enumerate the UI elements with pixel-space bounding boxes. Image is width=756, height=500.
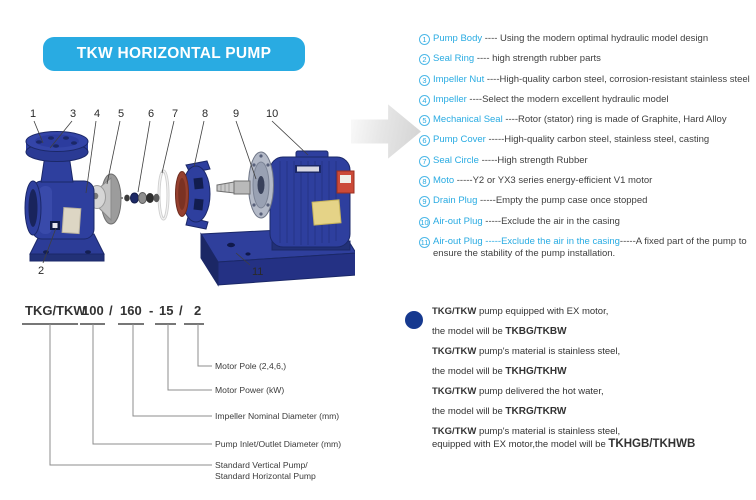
part-desc: ----Rotor (stator) ring is made of Graphite, Hard Alloy xyxy=(502,114,727,126)
model-name: TKHG/TKHW xyxy=(505,366,567,377)
variant-note xyxy=(432,346,740,378)
parts-list-item xyxy=(419,74,754,86)
part-number-badge: 11 xyxy=(420,237,429,247)
variant-result: the model will be TKHG/TKHW xyxy=(432,366,567,377)
parts-list-item xyxy=(419,53,754,65)
callout-1: 1 xyxy=(30,108,37,120)
part-number-badge: 2 xyxy=(419,54,430,65)
part-name: Mechanical Seal xyxy=(433,114,503,126)
part-name: Pump Body xyxy=(433,33,483,44)
part-desc: -----High strength Rubber xyxy=(478,154,588,166)
callout-7: 7 xyxy=(172,108,179,120)
variant-condition: TKG/TKW pump's material is stainless steel, xyxy=(432,346,621,357)
label-inlet-outlet: Pump Inlet/Outlet Diameter (mm) xyxy=(215,439,342,449)
part-name: Air-out Plug xyxy=(433,215,483,227)
model-segment-impeller: 160 xyxy=(120,303,142,318)
part-desc: ----High-quality carbon steel, corrosion-resistant stainless steel xyxy=(484,73,750,85)
pump-cover xyxy=(176,161,211,229)
motor-shaft xyxy=(217,181,250,194)
variant-note xyxy=(432,426,740,451)
parts-list-item xyxy=(419,216,754,228)
callout-4: 4 xyxy=(94,108,101,120)
model-separator: / xyxy=(179,303,183,318)
right-arrow-icon xyxy=(351,100,421,163)
title-banner xyxy=(43,37,305,71)
parts-list-item xyxy=(419,134,754,146)
model-segment-series: TKG/TKW xyxy=(25,303,86,318)
callout-5: 5 xyxy=(118,108,125,120)
pump-exploded-diagram xyxy=(10,95,355,290)
part-desc-highlight: -----Exclude the air in the casing xyxy=(482,235,620,247)
model-code-labels xyxy=(215,361,341,481)
part-number-badge: 3 xyxy=(419,75,430,86)
part-desc: -----Empty the pump case once stopped xyxy=(477,195,648,207)
part-number-badge: 1 xyxy=(419,34,430,45)
model-variant-notes xyxy=(405,306,740,459)
model-code-connectors xyxy=(50,324,212,465)
label-standard-horizontal: Standard Horizontal Pump xyxy=(215,471,316,481)
part-name: Moto xyxy=(433,175,455,187)
parts-list xyxy=(419,33,754,268)
page-title: TKW HORIZONTAL PUMP xyxy=(76,45,272,62)
model-code-segments xyxy=(25,303,201,318)
variant-note xyxy=(432,306,740,338)
model-code-diagram xyxy=(8,298,368,488)
model-separator: - xyxy=(149,303,154,318)
part-desc: ---- Using the modern optimal hydraulic model design xyxy=(482,33,709,44)
mechanical-seal-parts xyxy=(118,193,160,204)
model-segment-power: 15 xyxy=(159,303,174,318)
part-name: Seal Circle xyxy=(433,154,479,166)
variant-result: equipped with EX motor,the model will be TKHGB/TKHWB xyxy=(432,438,696,450)
part-number-badge: 10 xyxy=(420,217,429,227)
variant-condition: TKG/TKW pump delivered the hot water, xyxy=(432,386,604,397)
callout-11: 11 xyxy=(252,266,264,278)
callout-8: 8 xyxy=(202,108,209,120)
part-name: Impeller xyxy=(433,93,467,105)
part-number-badge: 5 xyxy=(419,115,430,126)
callout-2: 2 xyxy=(38,265,45,277)
variant-result: the model will be TKBG/TKBW xyxy=(432,326,567,337)
label-standard-vertical: Standard Vertical Pump/ xyxy=(215,460,308,470)
label-motor-pole: Motor Pole (2,4,6,) xyxy=(215,361,287,371)
model-name: TKBG/TKBW xyxy=(505,326,567,337)
label-impeller-diam: Impeller Nominal Diameter (mm) xyxy=(215,411,340,421)
part-desc: -----Y2 or YX3 series energy-efficient V1 motor xyxy=(454,175,653,187)
model-segment-pole: 2 xyxy=(194,303,202,318)
parts-list-item xyxy=(419,175,754,187)
parts-list-item xyxy=(419,195,754,207)
callout-3: 3 xyxy=(70,108,77,120)
variant-condition: TKG/TKW pump's material is stainless steel, xyxy=(432,426,621,437)
part-number-badge: 4 xyxy=(419,95,430,106)
part-number-badge: 9 xyxy=(419,196,430,207)
part-desc: ---- high strength rubber parts xyxy=(474,53,601,65)
part-name: Air-out Plug xyxy=(433,235,483,247)
label-motor-power: Motor Power (kW) xyxy=(215,385,285,395)
part-name: Impeller Nut xyxy=(433,73,485,85)
part-number-badge: 8 xyxy=(419,176,430,187)
parts-list-item xyxy=(419,236,754,260)
model-name: TKHGB/TKHWB xyxy=(608,438,696,450)
variant-result: the model will be TKRG/TKRW xyxy=(432,406,567,417)
part-desc: -----A fixed part of the pump to ensure the stability of the pump installation. xyxy=(433,235,747,259)
part-desc: ----Select the modern excellent hydraulic model xyxy=(466,93,669,105)
model-segment-inlet: 100 xyxy=(82,303,104,318)
part-desc: -----High-quality carbon steel, stainless steel, casting xyxy=(485,134,710,146)
part-number-badge: 7 xyxy=(419,156,430,167)
variant-condition: TKG/TKW pump equipped with EX motor, xyxy=(432,306,609,317)
callout-10: 10 xyxy=(266,108,279,120)
part-name: Seal Ring xyxy=(433,53,475,65)
parts-list-item xyxy=(419,155,754,167)
seal-gasket-ring xyxy=(159,171,168,219)
parts-list-item xyxy=(419,114,754,126)
model-separator: / xyxy=(109,303,113,318)
model-name: TKRG/TKRW xyxy=(505,406,567,417)
parts-list-item xyxy=(419,33,754,45)
callout-9: 9 xyxy=(233,108,240,120)
part-desc: -----Exclude the air in the casing xyxy=(482,215,620,227)
part-name: Drain Plug xyxy=(433,195,478,207)
callout-6: 6 xyxy=(148,108,155,120)
variant-note xyxy=(432,386,740,418)
part-name: Pump Cover xyxy=(433,134,486,146)
bullet-circle-icon xyxy=(405,311,423,329)
part-number-badge: 6 xyxy=(419,135,430,146)
parts-list-item xyxy=(419,94,754,106)
